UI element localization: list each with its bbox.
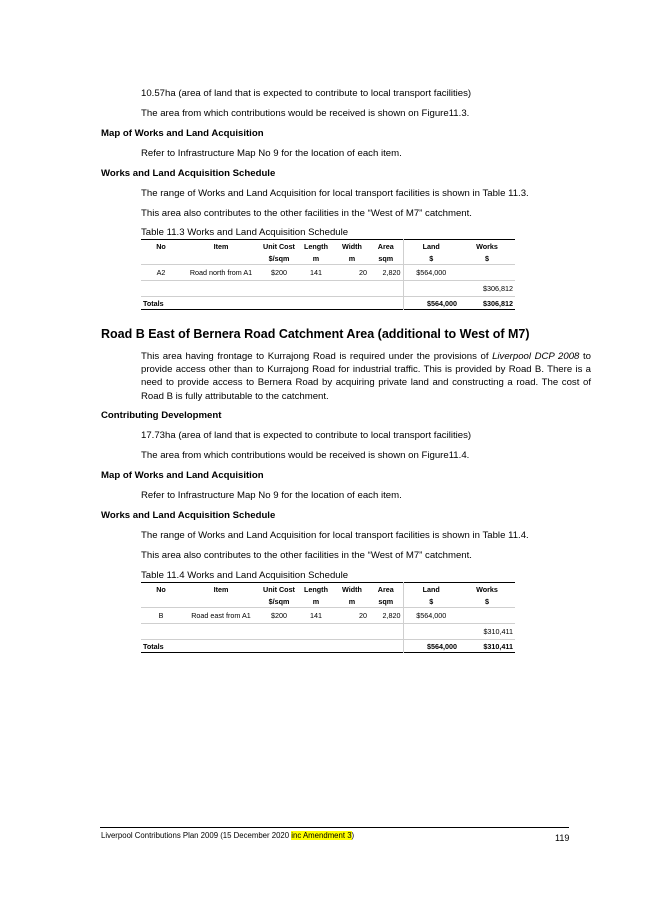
col-land-header: Land xyxy=(403,240,459,253)
table-totals-row xyxy=(141,297,515,310)
cell-width: 20 xyxy=(359,611,367,620)
width-units: m xyxy=(348,596,356,606)
works-units: $ xyxy=(485,596,489,606)
cell-area: 2,820 xyxy=(382,611,401,620)
contributing-area-text: 10.57ha (area of land that is expected to contribute to local transport facilities) xyxy=(141,88,472,99)
map-heading: Map of Works and Land Acquisition xyxy=(101,128,264,139)
contributing-heading: Contributing Development xyxy=(101,410,222,421)
totals-label: Totals xyxy=(143,298,164,308)
land-units: $ xyxy=(403,252,459,265)
unit-cost-units: $/sqm xyxy=(268,253,290,263)
cell-works-subtotal: $310,411 xyxy=(483,627,513,636)
contributing-area-text: 17.73ha (area of land that is expected to contribute to local transport facilities) xyxy=(141,430,472,441)
schedule-text: The range of Works and Land Acquisition for local transport facilities is shown in Table 11.3. xyxy=(141,188,529,199)
length-units: m xyxy=(312,596,320,606)
total-works: $306,812 xyxy=(483,298,513,308)
cell-length: 141 xyxy=(310,611,322,620)
contributing-figure-text: The area from which contributions would be received is shown on Figure11.3. xyxy=(141,108,470,119)
table-totals-row xyxy=(141,640,515,653)
cell-unit-cost: $200 xyxy=(271,268,287,277)
total-works: $310,411 xyxy=(483,641,513,651)
table-row-works-subtotal xyxy=(141,624,515,640)
cell-item: Road east from A1 xyxy=(191,611,251,620)
total-land: $564,000 xyxy=(403,297,459,310)
footer-title xyxy=(101,831,354,840)
footer-rule xyxy=(100,827,569,828)
intro-italic: Liverpool DCP 2008 xyxy=(492,351,580,362)
col-works-header: Works xyxy=(476,241,498,251)
schedule-heading: Works and Land Acquisition Schedule xyxy=(101,168,276,179)
col-length-header: Length xyxy=(304,584,328,594)
cell-item: Road north from A1 xyxy=(189,268,253,277)
schedule-table-11-3 xyxy=(141,239,515,310)
schedule-table-11-4 xyxy=(141,582,515,653)
contributing-figure-text: The area from which contributions would be received is shown on Figure11.4. xyxy=(141,450,470,461)
page-number: 119 xyxy=(555,833,570,843)
map-heading: Map of Works and Land Acquisition xyxy=(101,470,264,481)
table-row xyxy=(141,608,515,624)
intro-text-1: This area having frontage to Kurrajong Road is required under the provisions of xyxy=(141,351,493,362)
width-units: m xyxy=(348,253,356,263)
works-units: $ xyxy=(485,253,489,263)
section-heading: Road B East of Bernera Road Catchment Area (additional to West of M7) xyxy=(101,327,530,341)
table-row xyxy=(141,265,515,281)
footer-close-paren: ) xyxy=(351,831,355,840)
col-item-header: Item xyxy=(213,584,229,594)
table-caption: Table 11.3 Works and Land Acquisition Schedule xyxy=(141,227,349,238)
footer-doc-title: Liverpool Contributions Plan 2009 (15 December 2020 xyxy=(101,831,292,840)
col-no-header: No xyxy=(156,584,166,594)
cell-works xyxy=(459,265,515,281)
cell-no: A2 xyxy=(156,268,166,277)
col-unit-cost-header: Unit Cost xyxy=(263,241,295,251)
map-text: Refer to Infrastructure Map No 9 for the location of each item. xyxy=(141,490,402,501)
map-text: Refer to Infrastructure Map No 9 for the location of each item. xyxy=(141,148,402,159)
land-units: $ xyxy=(403,595,459,608)
totals-label: Totals xyxy=(143,641,164,651)
cell-area: 2,820 xyxy=(382,268,401,277)
cell-width: 20 xyxy=(359,268,367,277)
table-row-works-subtotal xyxy=(141,281,515,297)
total-land: $564,000 xyxy=(403,640,459,653)
length-units: m xyxy=(312,253,320,263)
table-caption: Table 11.4 Works and Land Acquisition Schedule xyxy=(141,570,349,581)
col-item-header: Item xyxy=(213,241,229,251)
cell-land: $564,000 xyxy=(403,265,459,281)
cell-unit-cost: $200 xyxy=(271,611,287,620)
col-width-header: Width xyxy=(342,241,362,251)
intro-text-2: to provide access other than to Kurrajong Road for industrial traffic. This is provided by Road B. There is a need to provide access to Bernera Road by acquiring private land and constructing a road. The cost of Road B is fully attributable to the catchment. xyxy=(141,351,591,402)
col-unit-cost-header: Unit Cost xyxy=(263,584,295,594)
area-units: sqm xyxy=(378,253,394,263)
unit-cost-units: $/sqm xyxy=(268,596,290,606)
cell-no: B xyxy=(158,611,164,620)
col-length-header: Length xyxy=(304,241,328,251)
table-header-row xyxy=(141,240,515,253)
cell-works-subtotal: $306,812 xyxy=(483,284,513,293)
schedule-text: The range of Works and Land Acquisition for local transport facilities is shown in Table 11.4. xyxy=(141,530,529,541)
col-area-header: Area xyxy=(377,584,394,594)
table-units-row xyxy=(141,252,515,265)
also-contributes-text: This area also contributes to the other facilities in the “West of M7” catchment. xyxy=(141,208,472,219)
col-no-header: No xyxy=(156,241,166,251)
schedule-heading: Works and Land Acquisition Schedule xyxy=(101,510,276,521)
cell-length: 141 xyxy=(310,268,322,277)
col-land-header: Land xyxy=(403,583,459,596)
col-width-header: Width xyxy=(342,584,362,594)
col-works-header: Works xyxy=(476,584,498,594)
table-units-row xyxy=(141,595,515,608)
footer-amendment-highlight: inc Amendment 3 xyxy=(291,831,352,840)
table-header-row xyxy=(141,583,515,596)
col-area-header: Area xyxy=(377,241,394,251)
cell-works xyxy=(459,608,515,624)
intro-paragraph xyxy=(141,350,591,403)
area-units: sqm xyxy=(378,596,394,606)
cell-land: $564,000 xyxy=(403,608,459,624)
also-contributes-text: This area also contributes to the other facilities in the “West of M7” catchment. xyxy=(141,550,472,561)
